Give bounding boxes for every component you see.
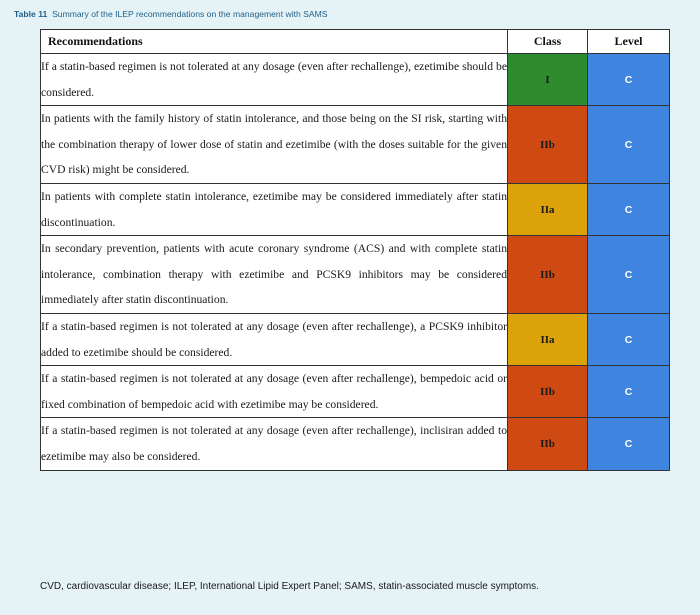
table-row xyxy=(41,366,670,418)
level-cell: C xyxy=(588,418,670,470)
recommendation-text: In secondary prevention, patients with acute coronary syndrome (ACS) and with complete statin intolerance, combination therapy with ezetimibe and PCSK9 inhibitors may be considered immediately after statin discontinuation. xyxy=(41,236,508,314)
level-cell: C xyxy=(588,54,670,106)
class-cell: IIa xyxy=(508,313,588,365)
table-caption-label: Table 11 xyxy=(14,9,48,19)
recommendation-text: If a statin-based regimen is not tolerated at any dosage (even after rechallenge), ezetimibe should be considered. xyxy=(41,54,508,106)
class-cell: IIa xyxy=(508,183,588,235)
recommendation-text: In patients with complete statin intolerance, ezetimibe may be considered immediately after statin discontinuation. xyxy=(41,183,508,235)
recommendation-text: In patients with the family history of statin intolerance, and those being on the SI risk, starting with the combination therapy of lower dose of statin and ezetimibe (with the doses suitable for the given CVD risk) might be considered. xyxy=(41,106,508,184)
level-cell: C xyxy=(588,106,670,184)
table-row xyxy=(41,183,670,235)
table-caption-text: Summary of the ILEP recommendations on the management with SAMS xyxy=(52,9,328,19)
recommendations-table xyxy=(40,29,670,471)
table-row xyxy=(41,54,670,106)
table-caption xyxy=(14,9,328,19)
level-cell: C xyxy=(588,183,670,235)
recommendation-text: If a statin-based regimen is not tolerated at any dosage (even after rechallenge), inclisiran added to ezetimibe may also be considered. xyxy=(41,418,508,470)
header-level: Level xyxy=(588,30,670,54)
recommendation-text: If a statin-based regimen is not tolerated at any dosage (even after rechallenge), a PCSK9 inhibitor added to ezetimibe should be considered. xyxy=(41,313,508,365)
table-row xyxy=(41,236,670,314)
table-footnote: CVD, cardiovascular disease; ILEP, International Lipid Expert Panel; SAMS, statin-associated muscle symptoms. xyxy=(40,581,539,592)
header-class: Class xyxy=(508,30,588,54)
class-cell: IIb xyxy=(508,106,588,184)
header-recommendations: Recommendations xyxy=(41,30,508,54)
class-cell: IIb xyxy=(508,418,588,470)
table-row xyxy=(41,106,670,184)
class-cell: IIb xyxy=(508,236,588,314)
level-cell: C xyxy=(588,236,670,314)
table-header-row xyxy=(41,30,670,54)
table-row xyxy=(41,313,670,365)
class-cell: IIb xyxy=(508,366,588,418)
level-cell: C xyxy=(588,366,670,418)
class-cell: I xyxy=(508,54,588,106)
level-cell: C xyxy=(588,313,670,365)
table-row xyxy=(41,418,670,470)
recommendation-text: If a statin-based regimen is not tolerated at any dosage (even after rechallenge), bempedoic acid or fixed combination of bempedoic acid with ezetimibe may be considered. xyxy=(41,366,508,418)
